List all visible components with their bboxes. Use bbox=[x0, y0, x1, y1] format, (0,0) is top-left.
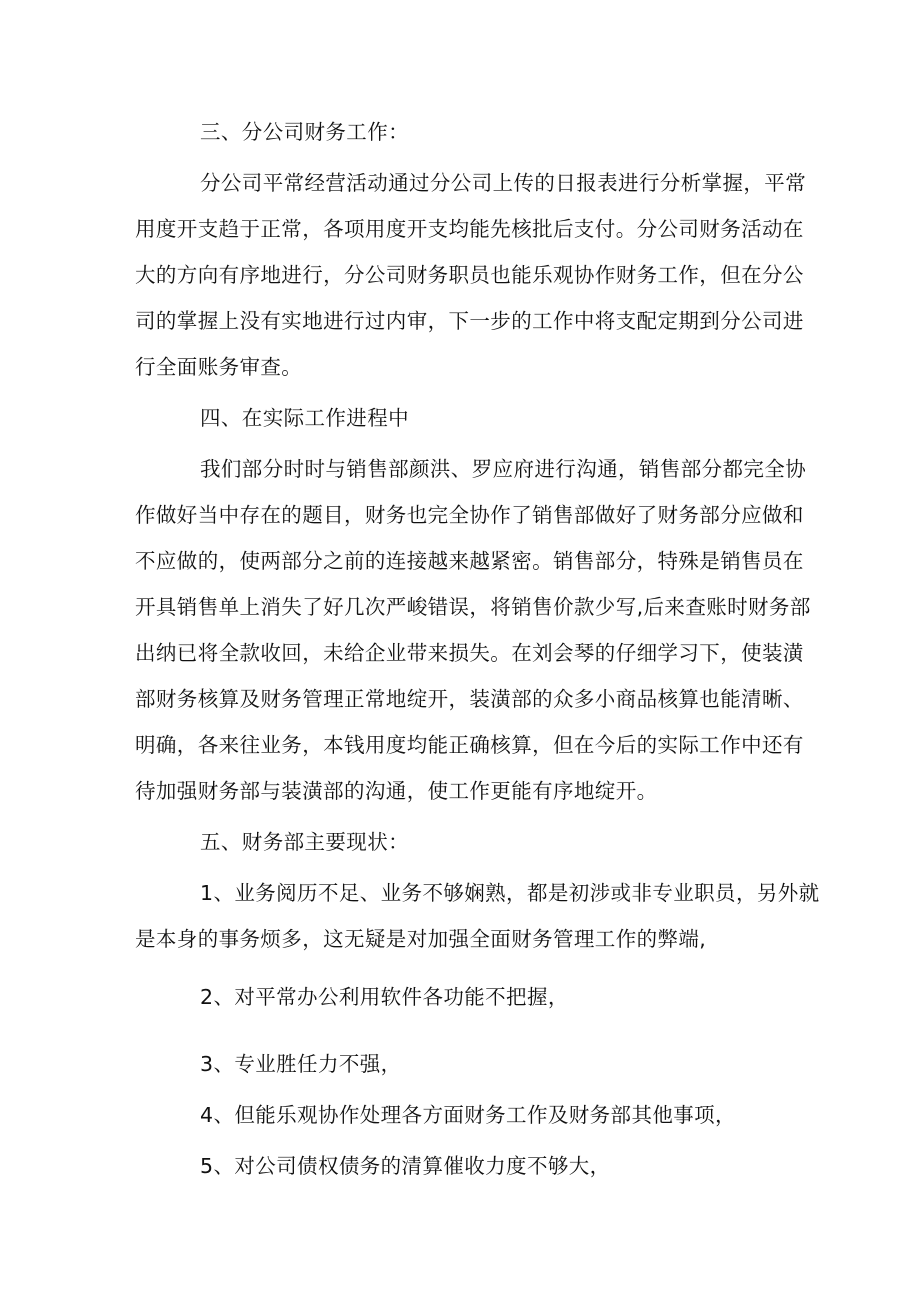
paragraph-line: 大的方向有序地进行，分公司财务职员也能乐观协作财务工作，但在分公 bbox=[135, 263, 804, 287]
section-3-heading: 三、分公司财务工作： bbox=[200, 120, 409, 144]
list-item-4: 4、但能乐观协作处理各方面财务工作及财务部其他事项， bbox=[200, 1103, 736, 1127]
paragraph-line: 我们部分时时与销售部颜洪、罗应府进行沟通，销售部分都完全协 bbox=[200, 457, 807, 481]
paragraph-line: 分公司平常经营活动通过分公司上传的日报表进行分析掌握，平常 bbox=[200, 171, 807, 195]
list-item-5: 5、对公司债权债务的清算催收力度不够大， bbox=[200, 1154, 611, 1178]
section-4-heading: 四、在实际工作进程中 bbox=[200, 406, 409, 430]
paragraph-line: 部财务核算及财务管理正常地绽开，装潢部的众多小商品核算也能清晰、 bbox=[135, 687, 804, 711]
paragraph-line: 待加强财务部与装潢部的沟通，使工作更能有序地绽开。 bbox=[135, 779, 658, 803]
paragraph-line: 用度开支趋于正常，各项用度开支均能先核批后支付。分公司财务活动在 bbox=[135, 217, 804, 241]
list-item-3: 3、专业胜任力不强， bbox=[200, 1052, 402, 1076]
paragraph-line: 开具销售单上消失了好几次严峻错误，将销售价款少写,后来查账时财务部 bbox=[135, 595, 811, 619]
paragraph-line: 明确，各来往业务，本钱用度均能正确核算，但在今后的实际工作中还有 bbox=[135, 733, 804, 757]
paragraph-line: 不应做的，使两部分之前的连接越来越紧密。销售部分，特殊是销售员在 bbox=[135, 549, 804, 573]
paragraph-line: 行全面账务审查。 bbox=[135, 355, 303, 379]
list-item-1-line: 是本身的事务烦多，这无疑是对加强全面财务管理工作的弊端, bbox=[135, 927, 707, 951]
paragraph-line: 出纳已将全款收回，未给企业带来损失。在刘会琴的仔细学习下，使装潢 bbox=[135, 641, 804, 665]
paragraph-line: 司的掌握上没有实地进行过内审，下一步的工作中将支配定期到分公司进 bbox=[135, 309, 804, 333]
paragraph-line: 作做好当中存在的题目，财务也完全协作了销售部做好了财务部分应做和 bbox=[135, 503, 804, 527]
section-5-heading: 五、财务部主要现状： bbox=[200, 830, 409, 854]
list-item-1-line: 1、业务阅历不足、业务不够娴熟，都是初涉或非专业职员，另外就 bbox=[200, 881, 820, 905]
list-item-2: 2、对平常办公利用软件各功能不把握， bbox=[200, 985, 569, 1009]
